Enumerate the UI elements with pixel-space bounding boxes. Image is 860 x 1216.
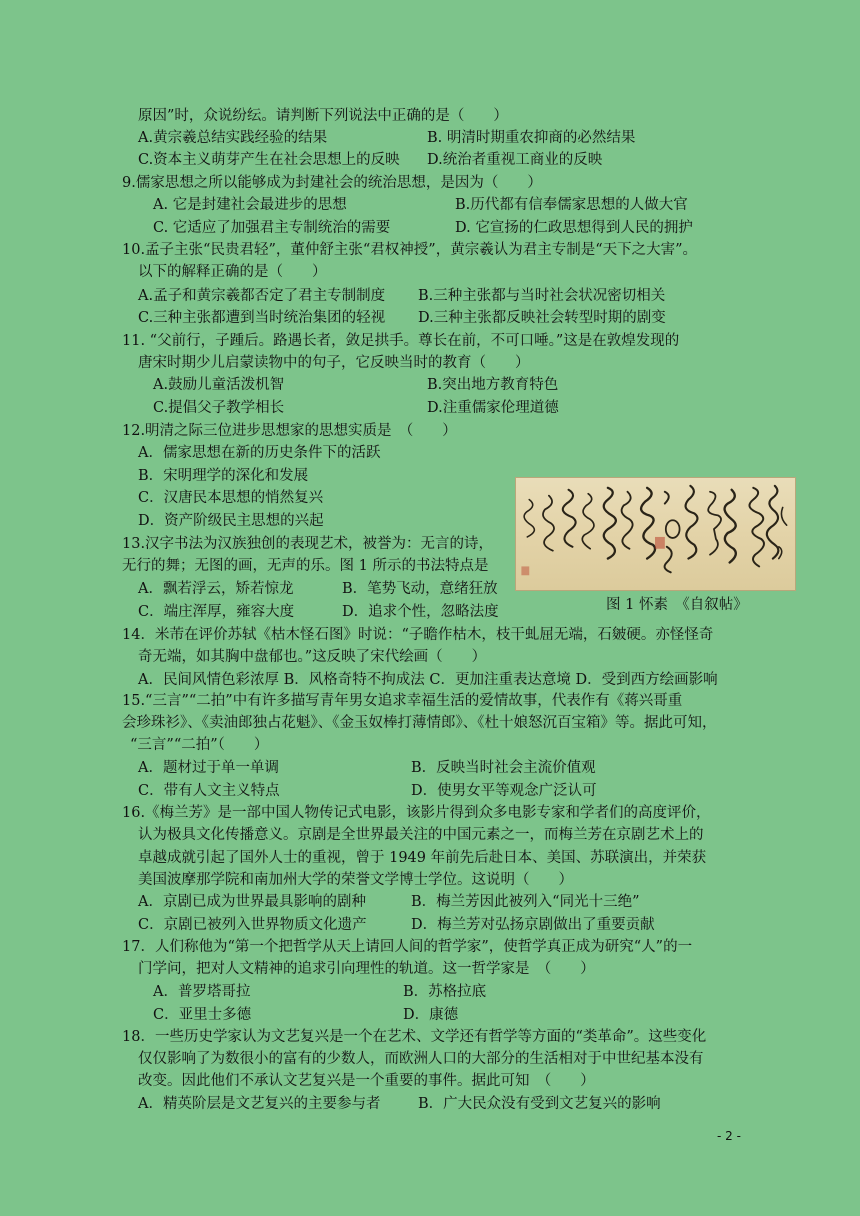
q11-option-a: A.鼓励儿童活泼机智 <box>153 377 285 393</box>
q11-stem-cont: 唐宋时期少儿启蒙读物中的句子，它反映当时的教育（ ） <box>138 355 530 371</box>
q16-option-a: A．京剧已成为世界最具影响的剧种 <box>138 894 366 910</box>
q12-option-a: A．儒家思想在新的历史条件下的活跃 <box>138 445 381 461</box>
q8-option-b: B. 明清时期重农抑商的必然结果 <box>427 130 636 146</box>
q15-option-a: A．题材过于单一单调 <box>138 760 279 776</box>
q10-stem: 10.孟子主张“民贵君轻”，董仲舒主张“君权神授”，黄宗羲认为君主专制是“天下之大害”。 <box>122 242 698 258</box>
q16-stem-cont: 认为极具文化传播意义。京剧是全世界最关注的中国元素之一，而梅兰芳在京剧艺术上的 <box>138 827 704 843</box>
q10-option-c: C.三种主张都遭到当时统治集团的轻视 <box>138 310 386 326</box>
q18-stem-cont: 仅仅影响了为数很小的富有的少数人，而欧洲人口的大部分的生活相对于中世纪基本没有 <box>138 1051 704 1067</box>
q16-stem-cont3: 美国波摩那学院和南加州大学的荣誉文学博士学位。这说明（ ） <box>138 872 573 888</box>
q9-option-b: B.历代都有信奉儒家思想的人做大官 <box>455 197 688 213</box>
q15-stem-cont2: “三言”“二拍”（ ） <box>130 737 269 753</box>
q15-option-d: D．使男女平等观念广泛认可 <box>411 783 597 799</box>
q11-option-b: B.突出地方教育特色 <box>427 377 559 393</box>
q12-option-b: B．宋明理学的深化和发展 <box>138 468 309 484</box>
q17-option-a: A．普罗塔哥拉 <box>153 984 251 1000</box>
q17-stem: 17．人们称他为“第一个把哲学从天上请回人间的哲学家”，使哲学真正成为研究“人”的一 <box>122 939 693 955</box>
q12-stem: 12.明清之际三位进步思想家的思想实质是 （ ） <box>122 423 457 439</box>
q13-option-c: C．端庄浑厚，雍容大度 <box>138 604 295 620</box>
q15-stem-cont: 会珍珠衫》、《卖油郎独占花魁》、《金玉奴棒打薄情郎》、《杜十娘怒沉百宝箱》等。据此可知， <box>122 715 717 731</box>
q16-stem-cont2: 卓越成就引起了国外人士的重视，曾于 1949 年前先后赴日本、美国、苏联演出，并荣获 <box>138 850 707 866</box>
q16-option-c: C．京剧已被列入世界物质文化遗产 <box>138 917 367 933</box>
q9-option-a: A. 它是封建社会最进步的思想 <box>153 197 347 213</box>
q8-option-d: D.统治者重视工商业的反映 <box>427 152 603 168</box>
q16-option-b: B．梅兰芳因此被列入“同光十三绝” <box>411 894 640 910</box>
q8-stem-cont: 原因”时，众说纷纭。请判断下列说法中正确的是（ ） <box>138 108 508 124</box>
q15-option-c: C．带有人文主义特点 <box>138 783 280 799</box>
calligraphy-scroll-art <box>516 478 795 590</box>
q13-stem-cont: 无行的舞；无图的画，无声的乐。图 1 所示的书法特点是 <box>122 558 489 574</box>
q17-option-b: B．苏格拉底 <box>403 984 487 1000</box>
q13-option-a: A．飘若浮云，矫若惊龙 <box>138 581 294 597</box>
q17-stem-cont: 门学问，把对人文精神的追求引向理性的轨道。这一哲学家是 （ ） <box>138 961 595 977</box>
q9-option-d: D. 它宣扬的仁政思想得到人民的拥护 <box>455 220 693 236</box>
q12-option-d: D．资产阶级民主思想的兴起 <box>138 513 324 529</box>
q15-option-b: B．反映当时社会主流价值观 <box>411 760 596 776</box>
calligraphy-image <box>515 477 796 591</box>
q10-option-a: A.孟子和黄宗羲都否定了君主专制制度 <box>138 288 386 304</box>
q17-option-c: C．亚里士多德 <box>153 1007 252 1023</box>
q12-option-c: C．汉唐民本思想的悄然复兴 <box>138 490 324 506</box>
figure-caption: 图 1 怀素 《自叙帖》 <box>606 597 748 613</box>
q10-option-b: B.三种主张都与当时社会状况密切相关 <box>418 288 666 304</box>
q13-stem: 13.汉字书法为汉族独创的表现艺术，被誉为：无言的诗， <box>122 536 494 552</box>
page-number: - 2 - <box>717 1129 741 1143</box>
q15-stem: 15.“三言”“二拍”中有许多描写青年男女追求幸福生活的爱情故事，代表作有《蒋兴哥重 <box>122 693 683 709</box>
q18-stem: 18．一些历史学家认为文艺复兴是一个在艺术、文学还有哲学等方面的“类革命”。这些变化 <box>122 1029 707 1045</box>
q10-option-d: D.三种主张都反映社会转型时期的剧变 <box>418 310 666 326</box>
q10-stem-cont: 以下的解释正确的是（ ） <box>138 264 327 280</box>
q14-stem-cont: 奇无端，如其胸中盘郁也。”这反映了宋代绘画（ ） <box>138 649 487 665</box>
q14-stem: 14．米芾在评价苏轼《枯木怪石图》时说：“子瞻作枯木，枝干虬屈无端，石皴硬。亦怪怪奇 <box>122 627 714 643</box>
q17-option-d: D．康德 <box>403 1007 459 1023</box>
q8-option-c: C.资本主义萌芽产生在社会思想上的反映 <box>138 152 400 168</box>
q9-stem: 9.儒家思想之所以能够成为封建社会的统治思想，是因为（ ） <box>122 175 542 191</box>
q13-option-b: B．笔势飞动，意绪狂放 <box>342 581 498 597</box>
q18-stem-cont2: 改变。因此他们不承认文艺复兴是一个重要的事件。据此可知 （ ） <box>138 1073 595 1089</box>
q18-option-b: B．广大民众没有受到文艺复兴的影响 <box>418 1096 661 1112</box>
q16-stem: 16.《梅兰芳》是一部中国人物传记式电影，该影片得到众多电影专家和学者们的高度评价， <box>122 805 711 821</box>
q14-options: A．民间风情色彩浓厚 B．风格奇特不拘成法 C．更加注重表达意境 D．受到西方绘画影响 <box>138 672 718 688</box>
q8-option-a: A.黄宗羲总结实践经验的结果 <box>138 130 328 146</box>
q13-option-d: D．追求个性，忽略法度 <box>342 604 499 620</box>
q11-option-d: D.注重儒家伦理道德 <box>427 400 559 416</box>
q16-option-d: D．梅兰芳对弘扬京剧做出了重要贡献 <box>411 917 655 933</box>
q9-option-c: C. 它适应了加强君主专制统治的需要 <box>153 220 391 236</box>
q11-option-c: C.提倡父子教学相长 <box>153 400 285 416</box>
q18-option-a: A．精英阶层是文艺复兴的主要参与者 <box>138 1096 381 1112</box>
q11-stem: 11. “父前行，子踵后。路遇长者，敛足拱手。尊长在前，不可口唾。”这是在敦煌发现的 <box>122 333 680 349</box>
